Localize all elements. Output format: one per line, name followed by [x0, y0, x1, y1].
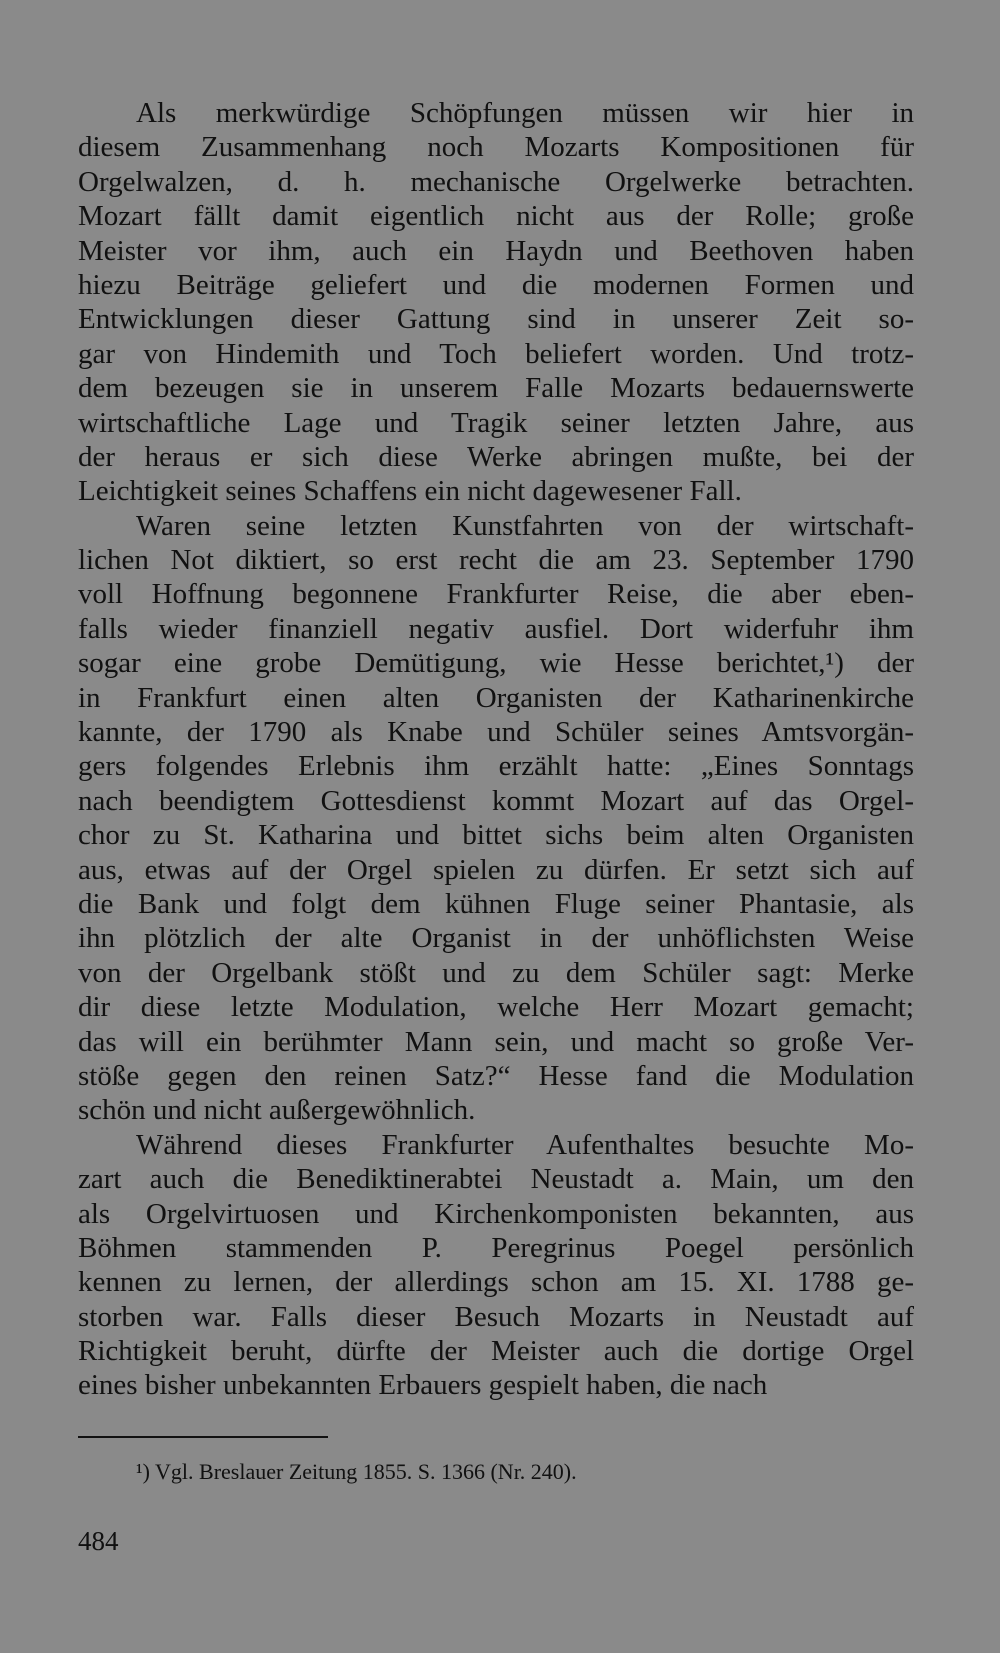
page-number: 484 — [78, 1526, 119, 1556]
text-line: von der Orgelbank stößt und zu dem Schüler sagt: Merke — [78, 956, 914, 989]
body-text — [78, 96, 914, 1403]
text-line: gar von Hindemith und Toch beliefert worden. Und trotz- — [78, 337, 914, 370]
text-line: Leichtigkeit seines Schaffens ein nicht dagewesener Fall. — [78, 475, 742, 508]
text-line: dir diese letzte Modulation, welche Herr Mozart gemacht; — [78, 991, 914, 1024]
text-line: zart auch die Benediktinerabtei Neustadt a. Main, um den — [78, 1163, 914, 1196]
text-line: sogar eine grobe Demütigung, wie Hesse berichtet,¹) der — [78, 647, 914, 680]
text-line: stöße gegen den reinen Satz?“ Hesse fand die Modulation — [78, 1059, 914, 1092]
text-line: hiezu Beiträge geliefert und die modernen Formen und — [78, 268, 914, 301]
text-line: Entwicklungen dieser Gattung sind in unserer Zeit so- — [78, 303, 914, 336]
text-line: Waren seine letzten Kunstfahrten von der wirtschaft- — [136, 509, 914, 542]
book-page — [78, 96, 914, 1636]
text-line: das will ein berühmter Mann sein, und macht so große Ver- — [78, 1025, 914, 1058]
paragraph — [78, 96, 914, 509]
text-line: in Frankfurt einen alten Organisten der Katharinenkirche — [78, 681, 914, 714]
text-line: Böhmen stammenden P. Peregrinus Poegel persönlich — [78, 1231, 914, 1264]
text-line: die Bank und folgt dem kühnen Fluge seiner Phantasie, als — [78, 887, 914, 920]
text-line: nach beendigtem Gottesdienst kommt Mozart auf das Orgel- — [78, 784, 914, 817]
text-line: wirtschaftliche Lage und Tragik seiner letzten Jahre, aus — [78, 406, 914, 439]
footnote-rule — [78, 1436, 328, 1438]
text-line: Richtigkeit beruht, dürfte der Meister auch die dortige Orgel — [78, 1335, 914, 1368]
text-line: kennen zu lernen, der allerdings schon am 15. XI. 1788 ge- — [78, 1266, 914, 1299]
text-line: ihn plötzlich der alte Organist in der unhöflichsten Weise — [78, 922, 914, 955]
paragraph — [78, 509, 914, 1128]
text-line: schön und nicht außergewöhnlich. — [78, 1094, 476, 1127]
text-line: Meister vor ihm, auch ein Haydn und Beethoven haben — [78, 234, 914, 267]
text-line: storben war. Falls dieser Besuch Mozarts in Neustadt auf — [78, 1300, 914, 1333]
text-line: eines bisher unbekannten Erbauers gespielt haben, die nach — [78, 1369, 768, 1402]
text-line: als Orgelvirtuosen und Kirchenkomponisten bekannten, aus — [78, 1197, 914, 1230]
text-line: dem bezeugen sie in unserem Falle Mozarts bedauernswerte — [78, 372, 914, 405]
text-line: Als merkwürdige Schöpfungen müssen wir hier in — [136, 97, 914, 129]
text-line: Mozart fällt damit eigentlich nicht aus der Rolle; große — [78, 200, 914, 233]
text-line: Orgelwalzen, d. h. mechanische Orgelwerke betrachten. — [78, 165, 914, 198]
paragraph — [78, 1128, 914, 1403]
text-line: lichen Not diktiert, so erst recht die am 23. September 1790 — [78, 544, 914, 577]
text-line: kannte, der 1790 als Knabe und Schüler seines Amtsvorgän- — [78, 716, 914, 749]
text-line: falls wieder finanziell negativ ausfiel. Dort widerfuhr ihm — [78, 612, 914, 645]
text-line: aus, etwas auf der Orgel spielen zu dürfen. Er setzt sich auf — [78, 853, 914, 886]
text-line: gers folgendes Erlebnis ihm erzählt hatte: „Eines Sonntags — [78, 750, 914, 783]
text-line: der heraus er sich diese Werke abringen mußte, bei der — [78, 440, 914, 473]
footnote: ¹) Vgl. Breslauer Zeitung 1855. S. 1366 (Nr. 240). — [136, 1459, 577, 1484]
text-line: chor zu St. Katharina und bittet sichs beim alten Organisten — [78, 819, 914, 852]
text-line: diesem Zusammenhang noch Mozarts Kompositionen für — [78, 131, 914, 164]
text-line: Während dieses Frankfurter Aufenthaltes besuchte Mo- — [136, 1128, 914, 1161]
text-line: voll Hoffnung begonnene Frankfurter Reise, die aber eben- — [78, 578, 914, 611]
